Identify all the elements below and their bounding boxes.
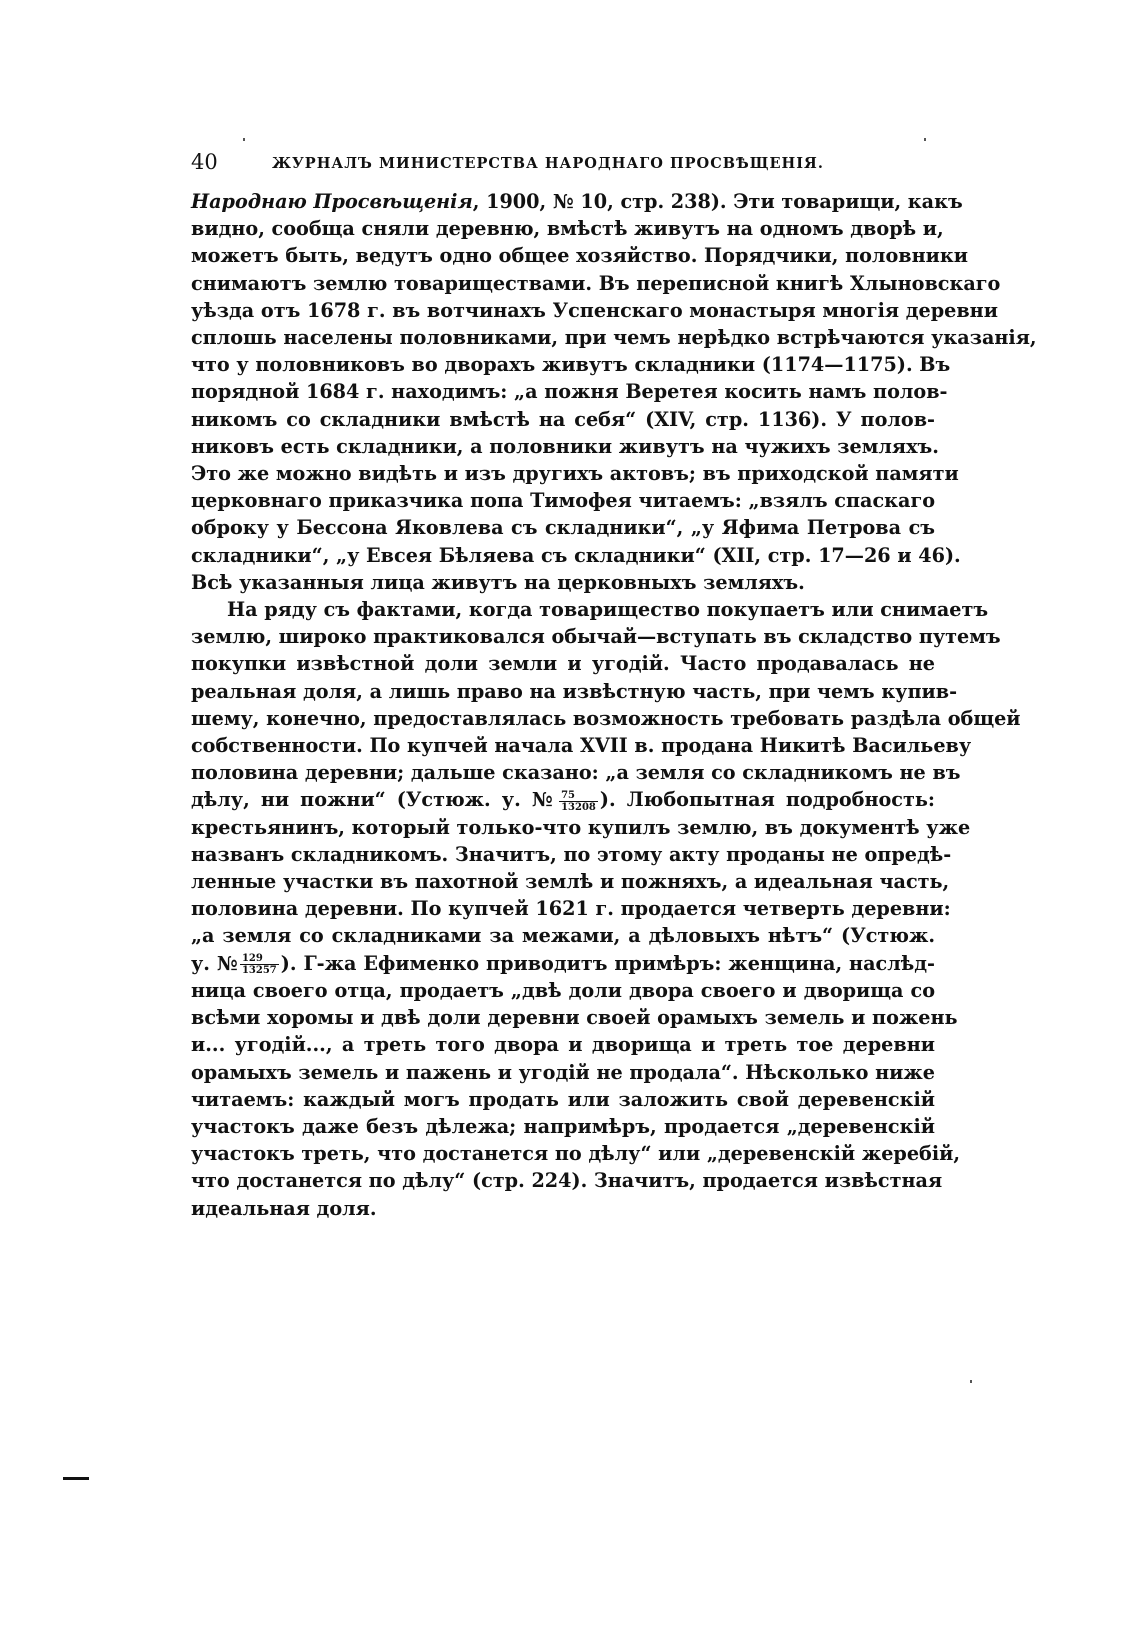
- text-line: видно, сообща сняли деревню, вмѣстѣ живутъ на одномъ дворѣ и,: [191, 217, 944, 241]
- text-line-with-fraction: [191, 950, 935, 977]
- text-line: можетъ быть, ведутъ одно общее хозяйство. Порядчики, половники: [191, 244, 968, 268]
- text-line: орамыхъ земель и пажень и угодій не продала“. Нѣсколько ниже: [191, 1060, 935, 1084]
- text-line: церковнаго приказчика попа Тимофея читаемъ: „взялъ спаскаго: [191, 489, 935, 513]
- text-segment: ). Г-жа Ефименко приводитъ примѣръ: женщина, наслѣд-: [280, 951, 935, 975]
- text-segment: дѣлу, ни пожни“ (Устюж. у. №: [191, 788, 558, 812]
- text-line: уѣзда отъ 1678 г. въ вотчинахъ Успенскаго монастыря многія деревни: [191, 298, 998, 322]
- text-line: крестьянинъ, который только-что купилъ землю, въ документѣ уже: [191, 815, 971, 839]
- fraction-numerator: 129: [240, 953, 279, 965]
- text-segment: у. №: [191, 951, 238, 975]
- text-line: половина деревни. По купчей 1621 г. продается четверть деревни:: [191, 897, 951, 921]
- text-line: ленные участки въ пахотной землѣ и пожняхъ, а идеальная часть,: [191, 870, 950, 894]
- text-line: участокъ даже безъ дѣлежа; напримѣръ, продается „деревенскій: [191, 1114, 935, 1138]
- text-line: участокъ треть, что достанется по дѣлу“ или „деревенскій жеребій,: [191, 1142, 961, 1166]
- text-line: порядной 1684 г. находимъ: „а пожня Веретея косить намъ полов-: [191, 380, 948, 404]
- text-line: [191, 188, 963, 215]
- text-line: ница своего отца, продаетъ „двѣ доли двора своего и дворища со: [191, 978, 935, 1002]
- text-line: Всѣ указанныя лица живутъ на церковныхъ земляхъ.: [191, 570, 805, 594]
- fraction-numerator: 75: [559, 790, 598, 802]
- text-line: снимаютъ землю товариществами. Въ переписной книгѣ Хлыновскаго: [191, 271, 1001, 295]
- text-line: „а земля со складниками за межами, а дѣловыхъ нѣтъ“ (Устюж.: [191, 924, 935, 948]
- body-text: [191, 188, 1037, 1222]
- text-line: Это же можно видѣть и изъ другихъ актовъ; въ приходской памяти: [191, 462, 959, 486]
- page-number: 40: [191, 150, 218, 174]
- text-line: сплошь населены половниками, при чемъ нерѣдко встрѣчаются указанія,: [191, 326, 1037, 350]
- text-line: всѣми хоромы и двѣ доли деревни своей орамыхъ земель и пожень: [191, 1006, 958, 1030]
- text-segment: , 1900, № 10, стр. 238). Эти товарищи, какъ: [472, 190, 963, 213]
- document-page: [191, 148, 1037, 1222]
- text-line: читаемъ: каждый могъ продать или заложить свой деревенскій: [191, 1087, 935, 1111]
- text-line-with-fraction: [191, 786, 935, 813]
- text-line: покупки извѣстной доли земли и угодій. Часто продавалась не: [191, 652, 935, 676]
- running-title: ЖУРНАЛЪ МИНИСТЕРСТВА НАРОДНАГО ПРОСВѢЩЕНІЯ.: [272, 155, 824, 172]
- running-head: [191, 148, 935, 182]
- scan-speck: [243, 138, 245, 141]
- scan-speck: [924, 138, 926, 141]
- text-line: и... угодій..., а треть того двора и дворища и треть тое деревни: [191, 1033, 935, 1057]
- fraction-denominator: 13208: [561, 801, 596, 813]
- scan-margin-mark: [63, 1477, 89, 1480]
- text-line: что у половниковъ во дворахъ живутъ складники (1174—1175). Въ: [191, 353, 951, 377]
- text-line: складники“, „у Евсея Бѣляева съ складники“ (XII, стр. 17—26 и 46).: [191, 543, 961, 567]
- text-line: землю, широко практиковался обычай—вступать въ складство путемъ: [191, 625, 1001, 649]
- text-line: шему, конечно, предоставлялась возможность требовать раздѣла общей: [191, 706, 1021, 730]
- text-line: Народнаю Просвѣщенія: [191, 190, 473, 213]
- fraction: [240, 953, 279, 976]
- text-line: никомъ со складники вмѣстѣ на себя“ (XIV, стр. 1136). У полов-: [191, 407, 935, 431]
- text-line: собственности. По купчей начала XVII в. продана Никитѣ Васильеву: [191, 734, 972, 758]
- fraction: [559, 790, 598, 813]
- text-line: идеальная доля.: [191, 1196, 377, 1220]
- text-line: оброку у Бессона Яковлева съ складники“, „у Яфима Петрова съ: [191, 516, 935, 540]
- text-segment: ). Любопытная подробность:: [599, 788, 935, 812]
- text-line: названъ складникомъ. Значитъ, по этому акту проданы не опредѣ-: [191, 842, 952, 866]
- text-line: половина деревни; дальше сказано: „а земля со складникомъ не въ: [191, 761, 961, 785]
- text-line: что достанется по дѣлу“ (стр. 224). Значитъ, продается извѣстная: [191, 1169, 943, 1193]
- text-line: На ряду съ фактами, когда товарищество покупаетъ или снимаетъ: [227, 598, 989, 622]
- fraction-denominator: 13257: [241, 965, 277, 977]
- text-line: никовъ есть складники, а половники живутъ на чужихъ земляхъ.: [191, 434, 939, 458]
- scan-speck: [970, 1380, 972, 1383]
- text-line: реальная доля, а лишь право на извѣстную часть, при чемъ купив-: [191, 679, 958, 703]
